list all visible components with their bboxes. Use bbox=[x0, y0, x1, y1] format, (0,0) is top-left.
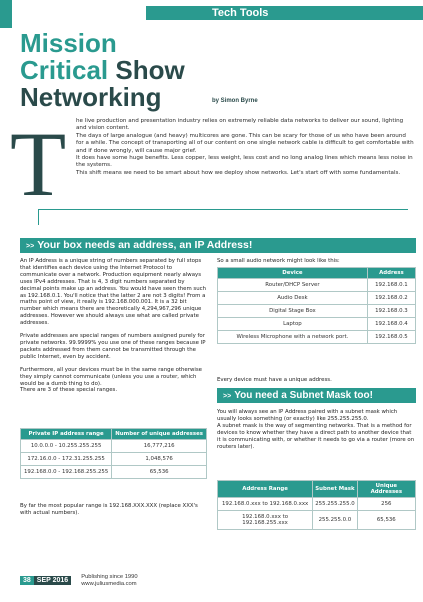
table-cell: Digital Stage Box bbox=[218, 305, 368, 318]
table-header: Address Range bbox=[218, 481, 313, 498]
page-number: 38 bbox=[20, 576, 34, 585]
table-cell: 256 bbox=[357, 498, 415, 511]
table-cell: Laptop bbox=[218, 318, 368, 331]
device-intro: So a small audio network might look like this: bbox=[217, 258, 340, 264]
table-cell: Wireless Microphone with a network port. bbox=[218, 331, 368, 344]
table-row bbox=[218, 511, 416, 530]
section-heading-subnet bbox=[217, 388, 416, 403]
body-paragraph: A subnet mask is the way of segmenting networks. That is a method for devices to know whether they have a direct path to another device that it is communicating with, or whether it needs to go via a router (more on routers later). bbox=[217, 422, 415, 450]
table-header: Number of unique addresses bbox=[112, 429, 207, 440]
section-tab: Tech Tools bbox=[146, 6, 423, 20]
table-cell: 192.168.0.4 bbox=[367, 318, 415, 331]
publisher-site: www.juliusmedia.com bbox=[81, 580, 137, 587]
publisher-info bbox=[81, 574, 137, 587]
body-paragraph: Furthermore, all your devices must be in the same range otherwise they simply cannot communicate (unless you use a router, which would be a dumb thing to do). bbox=[20, 366, 202, 387]
table-cell: 192.168.0.3 bbox=[367, 305, 415, 318]
ip-range-table bbox=[20, 428, 207, 479]
table-cell: 255.255.0.0 bbox=[313, 511, 357, 530]
intro-paragraph: This shift means we need to be smart about how we deploy show networks. Let's start off with some fundamentals. bbox=[76, 169, 401, 176]
device-table bbox=[217, 267, 416, 344]
byline: by Simon Byrne bbox=[212, 98, 258, 104]
body-paragraph: There are 3 of these special ranges. bbox=[20, 387, 118, 394]
table-cell: 192.168.0.xxx to 192.168.0.xxx bbox=[218, 498, 313, 511]
page-footer bbox=[20, 574, 138, 587]
drop-cap: T bbox=[10, 113, 67, 215]
table-cell: Audio Desk bbox=[218, 292, 368, 305]
table-cell: 1,048,576 bbox=[112, 453, 207, 466]
device-footnote: Every device must have a unique address. bbox=[217, 377, 332, 383]
table-row bbox=[21, 466, 207, 479]
table-row bbox=[21, 440, 207, 453]
intro-paragraph: The days of large analogue (and heavy) multicores are gone. This can be scary for those of us who have been around for a while. The concept of transporting all of our content on one single network cable is difficult to get comfortable with and if done wrongly, will cause major grief. bbox=[76, 132, 414, 154]
title-line-2b: Show bbox=[115, 55, 185, 85]
publishing-since: Publishing since 1990 bbox=[81, 574, 138, 580]
table-cell: 192.168.0.5 bbox=[367, 331, 415, 344]
section-heading-ip bbox=[20, 238, 416, 253]
subnet-table bbox=[217, 480, 416, 530]
table-cell: Router/DHCP Server bbox=[218, 279, 368, 292]
table-header: Unique Addresses bbox=[357, 481, 415, 498]
intro-paragraph: he live production and presentation industry relies on extremely reliable data networks to deliver our sound, lighting and vision content. bbox=[76, 118, 404, 132]
table-row bbox=[218, 318, 416, 331]
section-heading-text: You need a Subnet Mask too! bbox=[234, 390, 373, 401]
intro-paragraph: It does have some huge benefits. Less copper, less weight, less cost and no long analog lines which means less noise in the systems. bbox=[76, 155, 413, 169]
table-cell: 255.255.255.0 bbox=[313, 498, 357, 511]
chevron-icon: >> bbox=[223, 393, 232, 400]
section-heading-text: Your box needs an address, an IP Address! bbox=[37, 239, 253, 251]
title-line-2 bbox=[20, 57, 185, 84]
table-cell: 172.16.0.0 - 172.31.255.255 bbox=[21, 453, 112, 466]
table-header: Device bbox=[218, 268, 368, 279]
left-column bbox=[20, 258, 207, 400]
title-line-2a: Critical bbox=[20, 55, 116, 85]
table-row bbox=[218, 292, 416, 305]
table-row bbox=[218, 331, 416, 344]
title-line-1: Mission bbox=[20, 28, 117, 58]
table-cell: 192.168.0.0 - 192.168.255.255 bbox=[21, 466, 112, 479]
table-header: Private IP address range bbox=[21, 429, 112, 440]
corner-block bbox=[0, 0, 12, 28]
subnet-text bbox=[217, 409, 416, 450]
body-paragraph: Private addresses are special ranges of numbers assigned purely for private networks. 99.9999% you use one of these ranges because IP packets addressed from them cannot be transmitted through the public Internet, even by accident. bbox=[20, 333, 206, 360]
table-row bbox=[218, 305, 416, 318]
intro-text bbox=[76, 118, 414, 177]
table-header: Address bbox=[367, 268, 415, 279]
table-cell: 65,536 bbox=[357, 511, 415, 530]
chevron-icon: >> bbox=[26, 243, 35, 250]
body-paragraph: An IP Address is a unique string of numbers separated by full stops that identifies each device using the Internet Protocol to communicate over a network. Production equipment nearly always uses IPv4 addresses. That is 4, 3 digit numbers separated by decimal points make up an address. You would have seen them such as 192.168.0.1. You'll notice that the latter 2 are not 3 digits! From a maths point of view, it really is 192.168.000.001. It is a 32 bit number which means there are theoretically 4,294,967,296 unique addresses. However we should always use what are called private addresses. bbox=[20, 258, 207, 327]
article-title bbox=[20, 30, 185, 111]
table-cell: 192.168.0.1 bbox=[367, 279, 415, 292]
title-line-3: Networking bbox=[20, 82, 162, 112]
table-header: Subnet Mask bbox=[313, 481, 357, 498]
table-row bbox=[218, 279, 416, 292]
body-paragraph: You will always see an IP Address paired with a subnet mask which usually looks something (or exactly) like 255.255.255.0. bbox=[217, 409, 398, 422]
table-cell: 192.168.0.xxx to 192.168.255.xxx bbox=[218, 511, 313, 530]
table-cell: 10.0.0.0 - 10.255.255.255 bbox=[21, 440, 112, 453]
table-row bbox=[218, 498, 416, 511]
table-cell: 16,777,216 bbox=[112, 440, 207, 453]
divider-line bbox=[38, 209, 408, 225]
table-row bbox=[21, 453, 207, 466]
table-cell: 192.168.0.2 bbox=[367, 292, 415, 305]
table-cell: 65,536 bbox=[112, 466, 207, 479]
issue-date: SEP 2016 bbox=[34, 576, 71, 585]
ip-footnote: By far the most popular range is 192.168.XXX.XXX (replace XXX's with actual numbers). bbox=[20, 503, 198, 516]
